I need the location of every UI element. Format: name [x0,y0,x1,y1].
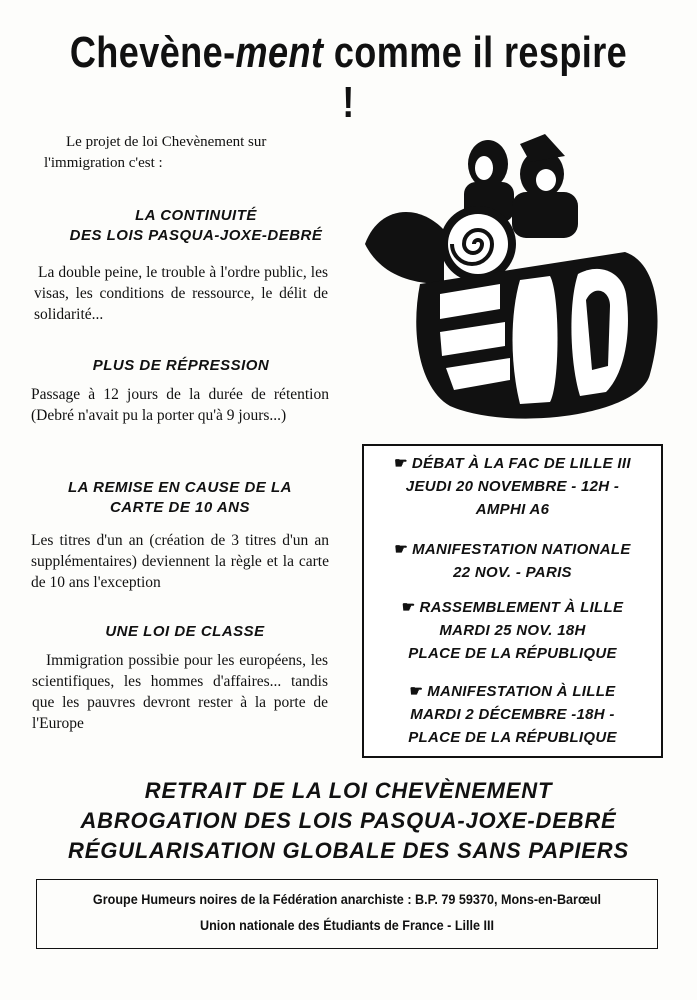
event-march-lille: ☛ MANIFESTATION À LILLE MARDI 2 DÉCEMBRE -18H - PLACE DE LA RÉPUBLIQUE [408,683,617,746]
footer-federation: Groupe Humeurs noires de la Fédération anarchiste : B.P. 79 59370, Mons-en-Barœul [92,891,602,907]
fist-illustration [360,134,670,434]
section-text-repression: Passage à 12 jours de la durée de rétention (Debré n'avait pu la porter qu'à 9 jours...) [31,386,329,424]
demand-repeal: ABROGATION DES LOIS PASQUA-JOXE-DEBRÉ [80,808,617,833]
pointing-hand-icon: ☛ [409,683,424,700]
footer-box [36,879,658,949]
section-heading-repression: PLUS DE RÉPRESSION [92,357,270,374]
page-title: Chevène-ment comme il respire ! [69,28,628,127]
section-text-card: Les titres d'un an (création de 3 titres d'un an supplémentaires) deviennent la règle et la carte de 10 ans l'exception [31,532,329,591]
intro-text: Le projet de loi Chevènement sur l'immigration c'est : [44,134,267,171]
demand-regularisation: RÉGULARISATION GLOBALE DES SANS PAPIERS [68,838,629,863]
pointing-hand-icon: ☛ [394,455,408,472]
event-rally-lille: ☛ RASSEMBLEMENT À LILLE MARDI 25 NOV. 18H PLACE DE LA RÉPUBLIQUE [401,599,624,662]
event-national-march: ☛ MANIFESTATION NATIONALE 22 NOV. - PARIS [394,541,631,581]
pointing-hand-icon: ☛ [401,599,416,616]
footer-union: Union nationale des Étudiants de France - Lille III [199,917,495,933]
events-box [362,444,663,758]
demands-block [0,776,697,866]
section-heading-card: LA REMISE EN CAUSE DE LA CARTE DE 10 ANS [68,479,292,516]
pointing-hand-icon: ☛ [394,541,409,558]
demand-withdrawal: RETRAIT DE LA LOI CHEVÈNEMENT [144,778,553,803]
section-heading-class: UNE LOI DE CLASSE [105,623,265,640]
section-text-class: Immigration possibie pour les européens, les scientifiques, les hommes d'affaires... tandis que les pauvres devront rester à la porte de l'Europe [32,652,328,732]
section-heading-continuity: LA CONTINUITÉ DES LOIS PASQUA-JOXE-DEBRÉ [69,207,323,244]
event-debate: ☛ DÉBAT À LA FAC DE LILLE III JEUDI 20 NOVEMBRE - 12H - AMPHI A6 [394,455,631,518]
section-text-continuity: La double peine, le trouble à l'ordre public, les visas, les conditions de ressource, le délit de solidarité... [34,264,328,323]
